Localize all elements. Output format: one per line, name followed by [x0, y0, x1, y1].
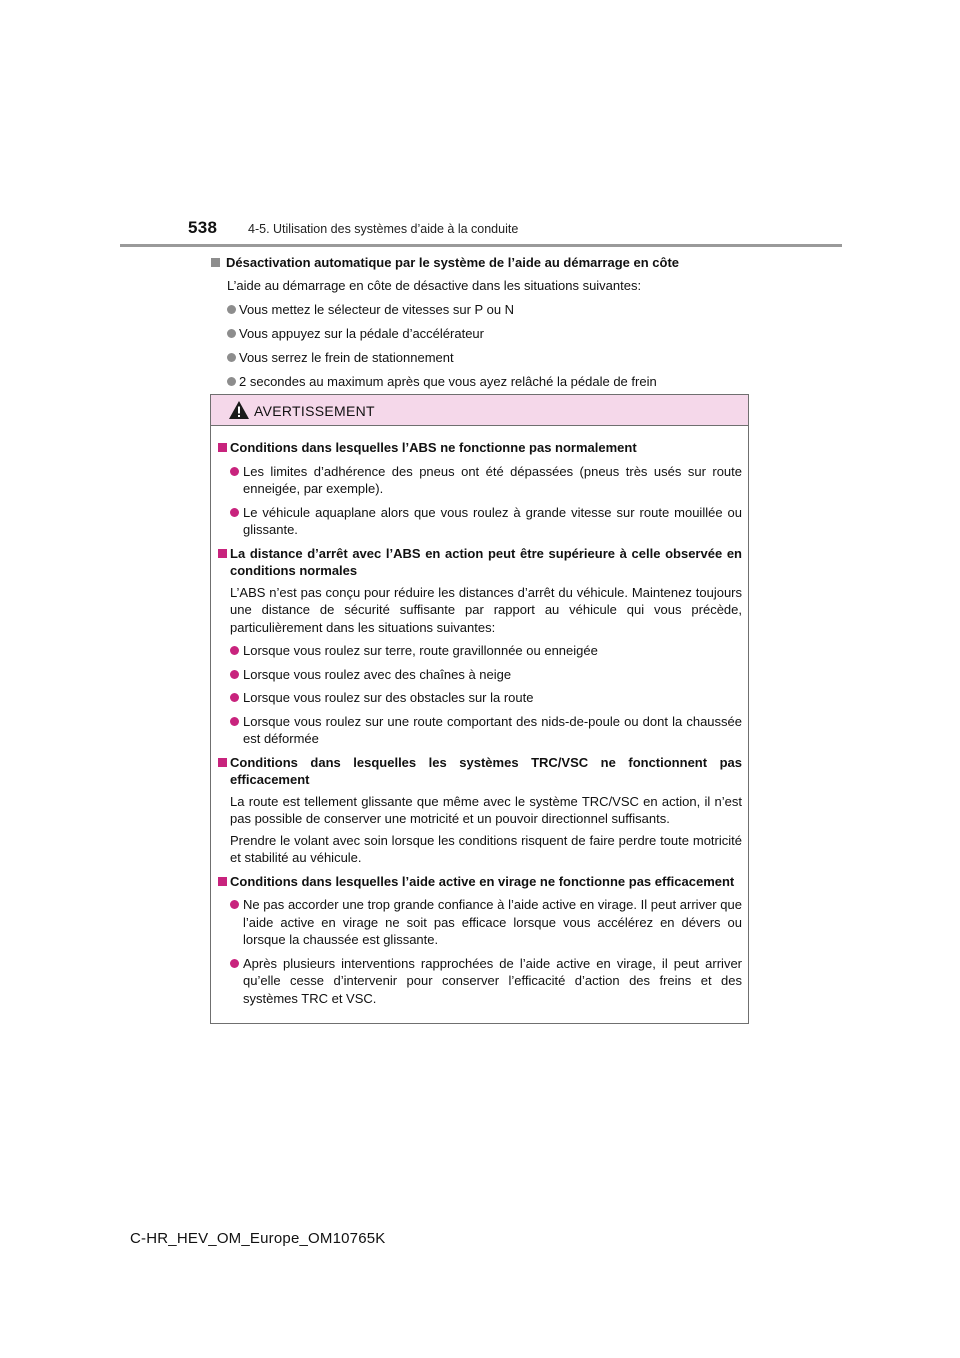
warning-section — [218, 873, 742, 1008]
bullet-dot-icon — [227, 305, 236, 314]
intro-bullet-text: Vous mettez le sélecteur de vitesses sur P ou N — [239, 302, 515, 317]
section-title: 4-5. Utilisation des systèmes d’aide à la conduite — [248, 222, 519, 236]
warning-section — [218, 439, 742, 539]
intro-block — [211, 254, 751, 390]
intro-text: L’aide au démarrage en côte de désactive dans les situations suivantes: — [227, 278, 642, 293]
intro-bullet — [227, 373, 751, 390]
intro-heading-text: Désactivation automatique par le système de l’aide au démarrage en côte — [226, 255, 680, 270]
page-number: 538 — [188, 218, 218, 237]
magenta-square-icon — [218, 877, 227, 886]
magenta-square-icon — [218, 758, 227, 767]
magenta-dot-icon — [230, 646, 239, 655]
warning-bullet-text: Ne pas accorder une trop grande confiance à l’aide active en virage. Il peut arriver que l’aide active en virage ne soit pas efficace lorsque vous accélérez en dévers ou lorsque la chaussée est glissante. — [243, 897, 742, 947]
warning-section-heading — [218, 545, 742, 580]
warning-section — [218, 545, 742, 748]
warning-header — [211, 395, 748, 426]
magenta-dot-icon — [230, 508, 239, 517]
warning-bullet-text: Lorsque vous roulez avec des chaînes à neige — [243, 666, 512, 682]
magenta-square-icon — [218, 443, 227, 452]
warning-bullet — [230, 504, 742, 539]
magenta-dot-icon — [230, 900, 239, 909]
bullet-dot-icon — [227, 353, 236, 362]
warning-title: AVERTISSEMENT — [254, 403, 375, 419]
footer-doc-id: C-HR_HEV_OM_Europe_OM10765K — [130, 1230, 386, 1247]
intro-bullet-text: 2 secondes au maximum après que vous ayez relâché la pédale de frein — [239, 374, 657, 389]
warning-section-heading — [218, 439, 742, 457]
warning-section-heading — [218, 873, 742, 891]
intro-bullet — [227, 325, 751, 342]
warning-heading-text: Conditions dans lesquelles les systèmes TRC/VSC ne fonctionnent pas efficacement — [230, 754, 742, 787]
warning-heading-text: Conditions dans lesquelles l’aide active en virage ne fonctionne pas efficacement — [230, 873, 735, 889]
warning-bullet — [230, 689, 742, 707]
magenta-dot-icon — [230, 693, 239, 702]
warning-section-heading — [218, 754, 742, 789]
warning-box — [210, 394, 749, 1024]
intro-heading — [211, 254, 751, 271]
magenta-dot-icon — [230, 670, 239, 679]
warning-heading-text: La distance d’arrêt avec l’ABS en action peut être supérieure à celle observée en conditions normales — [230, 545, 742, 578]
warning-bullet — [230, 463, 742, 498]
magenta-square-icon — [218, 549, 227, 558]
header-rule — [120, 244, 842, 247]
magenta-dot-icon — [230, 959, 239, 968]
warning-bullet-text: Après plusieurs interventions rapprochées de l’aide active en virage, il peut arriver qu’elle cesse d’intervenir pour conserver l’efficacité d’action des freins et des systèmes TRC et VSC. — [243, 955, 742, 1006]
warning-bullet-text: Lorsque vous roulez sur des obstacles sur la route — [243, 690, 534, 705]
warning-bullet — [230, 955, 742, 1008]
warning-bullet-text: Le véhicule aquaplane alors que vous roulez à grande vitesse sur route mouillée ou glissante. — [243, 504, 742, 537]
warning-bullet-text: Lorsque vous roulez sur une route comportant des nids-de-poule ou dont la chaussée est déformée — [243, 713, 742, 746]
warning-bullet — [230, 896, 742, 949]
warning-bullet — [230, 666, 742, 684]
magenta-dot-icon — [230, 467, 239, 476]
warning-heading-text: Conditions dans lesquelles l’ABS ne fonctionne pas normalement — [230, 440, 637, 455]
warning-bullet-text: Lorsque vous roulez sur terre, route gravillonnée ou enneigée — [243, 643, 598, 658]
bullet-dot-icon — [227, 329, 236, 338]
warning-triangle-icon — [228, 400, 250, 420]
warning-bullet — [230, 642, 742, 660]
warning-paragraph: L’ABS n’est pas conçu pour réduire les distances d’arrêt du véhicule. Maintenez toujours une distance de sécurité suffisante par rapport au véhicule qui vous précède, particulièrement dans les situations suivantes: — [230, 584, 742, 635]
bullet-dot-icon — [227, 377, 236, 386]
warning-section — [218, 754, 742, 867]
intro-bullet-text: Vous serrez le frein de stationnement — [239, 350, 454, 365]
gray-square-icon — [211, 258, 220, 267]
warning-paragraph: Prendre le volant avec soin lorsque les conditions risquent de faire perdre toute motricité et stabilité au véhicule. — [230, 832, 742, 865]
warning-body — [211, 426, 748, 1007]
warning-paragraph: La route est tellement glissante que même avec le système TRC/VSC en action, il n’est pas possible de conserver une motricité et un pouvoir directionnel suffisants. — [230, 793, 742, 826]
warning-bullet-text: Les limites d’adhérence des pneus ont été dépassées (pneus très usés sur route enneigée, par exemple). — [243, 463, 742, 496]
intro-bullet — [227, 301, 751, 318]
intro-bullet-text: Vous appuyez sur la pédale d’accélérateur — [239, 326, 484, 341]
magenta-dot-icon — [230, 717, 239, 726]
intro-bullet — [227, 349, 751, 366]
warning-bullet — [230, 713, 742, 748]
